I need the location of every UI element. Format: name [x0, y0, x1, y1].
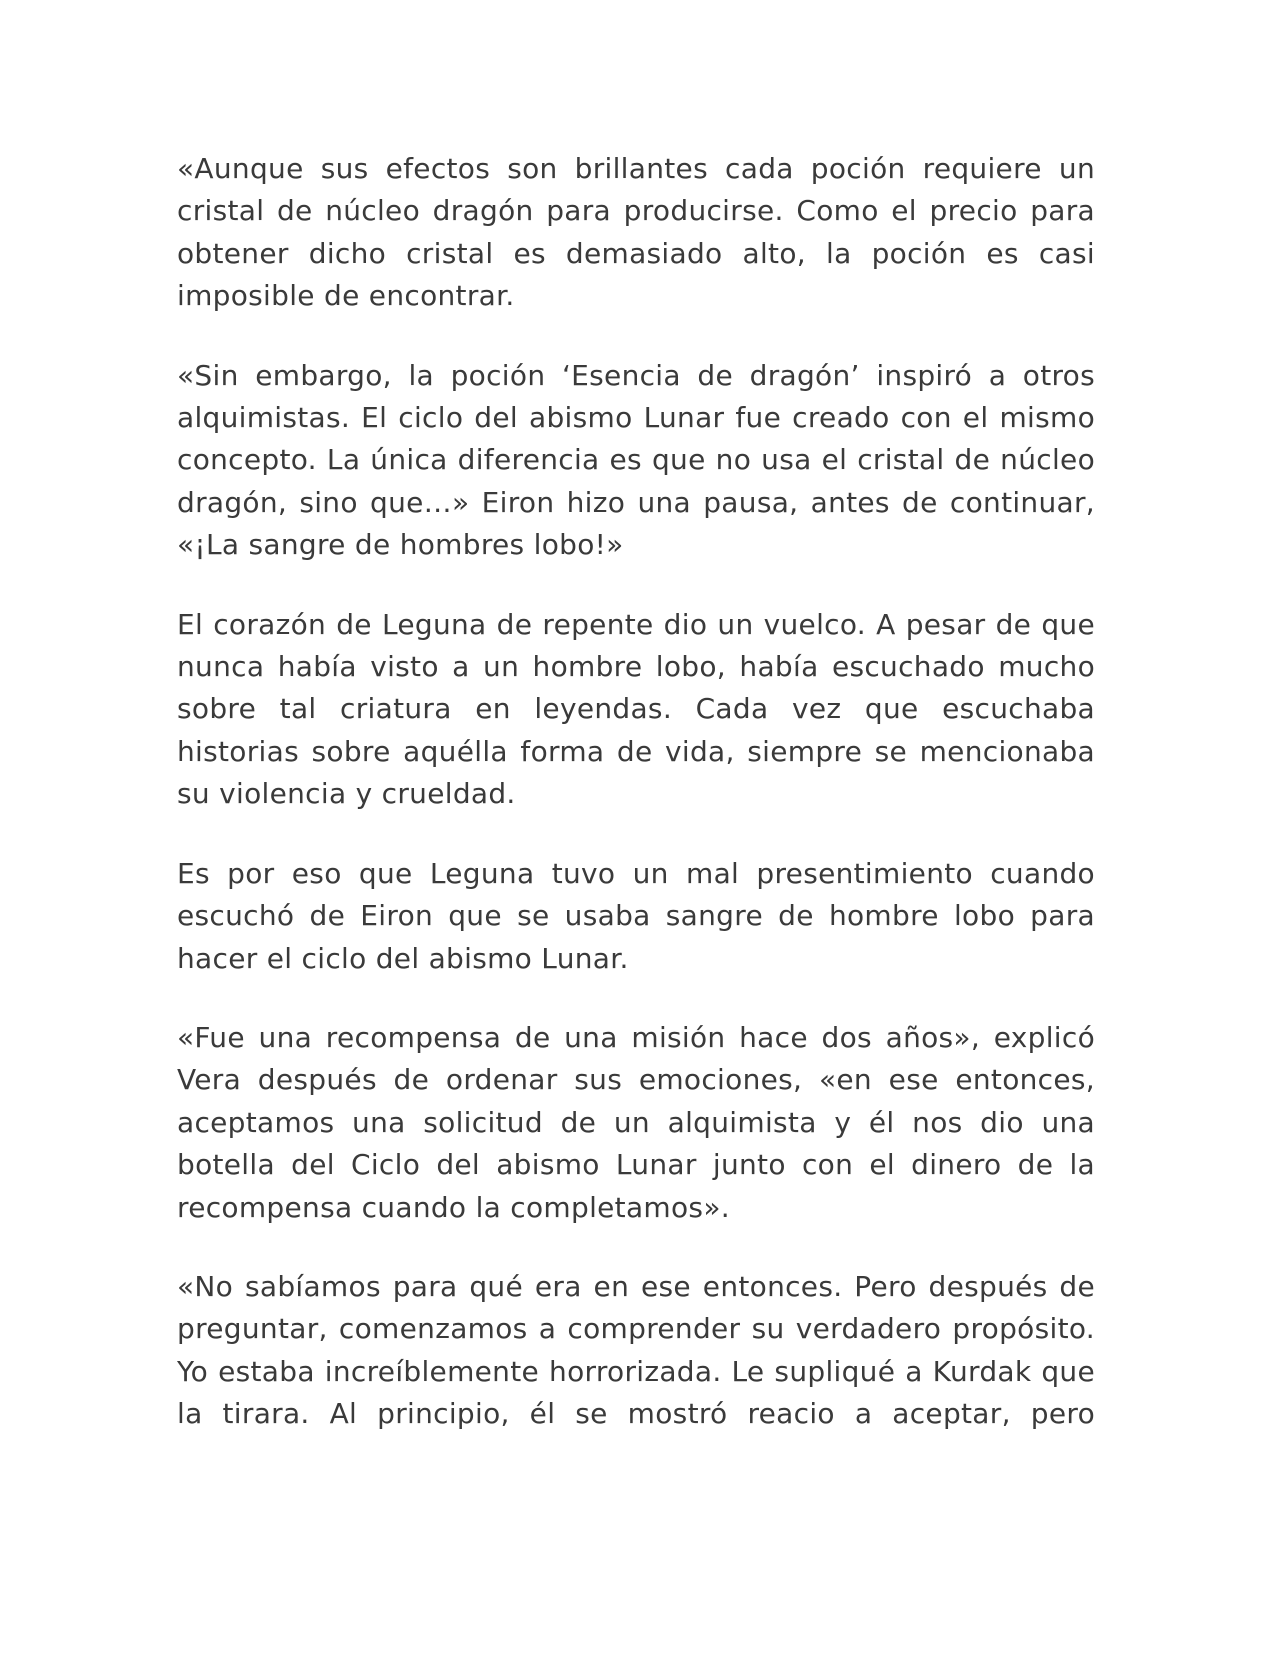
- paragraph: «Sin embargo, la poción ‘Esencia de dragón’ inspiró a otros alquimistas. El ciclo del abismo Lunar fue creado con el mismo concepto. La única diferencia es que no usa el cristal de núcleo dragón, sino que…» Eiron hizo una pausa, antes de continuar, «¡La sangre de hombres lobo!»: [177, 358, 1095, 562]
- paragraph: «No sabíamos para qué era en ese entonces. Pero después de preguntar, comenzamos a comprender su verdadero propósito. Yo estaba increíblemente horrorizada. Le supliqué a Kurdak que la tirara. Al principio, él se mostró reacio a aceptar, pero: [177, 1269, 1095, 1431]
- paragraph: «Aunque sus efectos son brillantes cada poción requiere un cristal de núcleo dragón para producirse. Como el precio para obtener dicho cristal es demasiado alto, la poción es casi imposible de encontrar.: [177, 152, 1095, 313]
- paragraph: «Fue una recompensa de una misión hace dos años», explicó Vera después de ordenar sus emociones, «en ese entonces, aceptamos una solicitud de un alquimista y él nos dio una botella del Ciclo del abismo Lunar junto con el dinero de la recompensa cuando la completamos».: [177, 1020, 1095, 1224]
- paragraph: Es por eso que Leguna tuvo un mal presentimiento cuando escuchó de Eiron que se usaba sangre de hombre lobo para hacer el ciclo del abismo Lunar.: [177, 856, 1095, 975]
- document-page: [177, 148, 1095, 1436]
- paragraph: El corazón de Leguna de repente dio un vuelco. A pesar de que nunca había visto a un hombre lobo, había escuchado mucho sobre tal criatura en leyendas. Cada vez que escuchaba historias sobre aquélla forma de vida, siempre se mencionaba su violencia y crueldad.: [177, 607, 1095, 811]
